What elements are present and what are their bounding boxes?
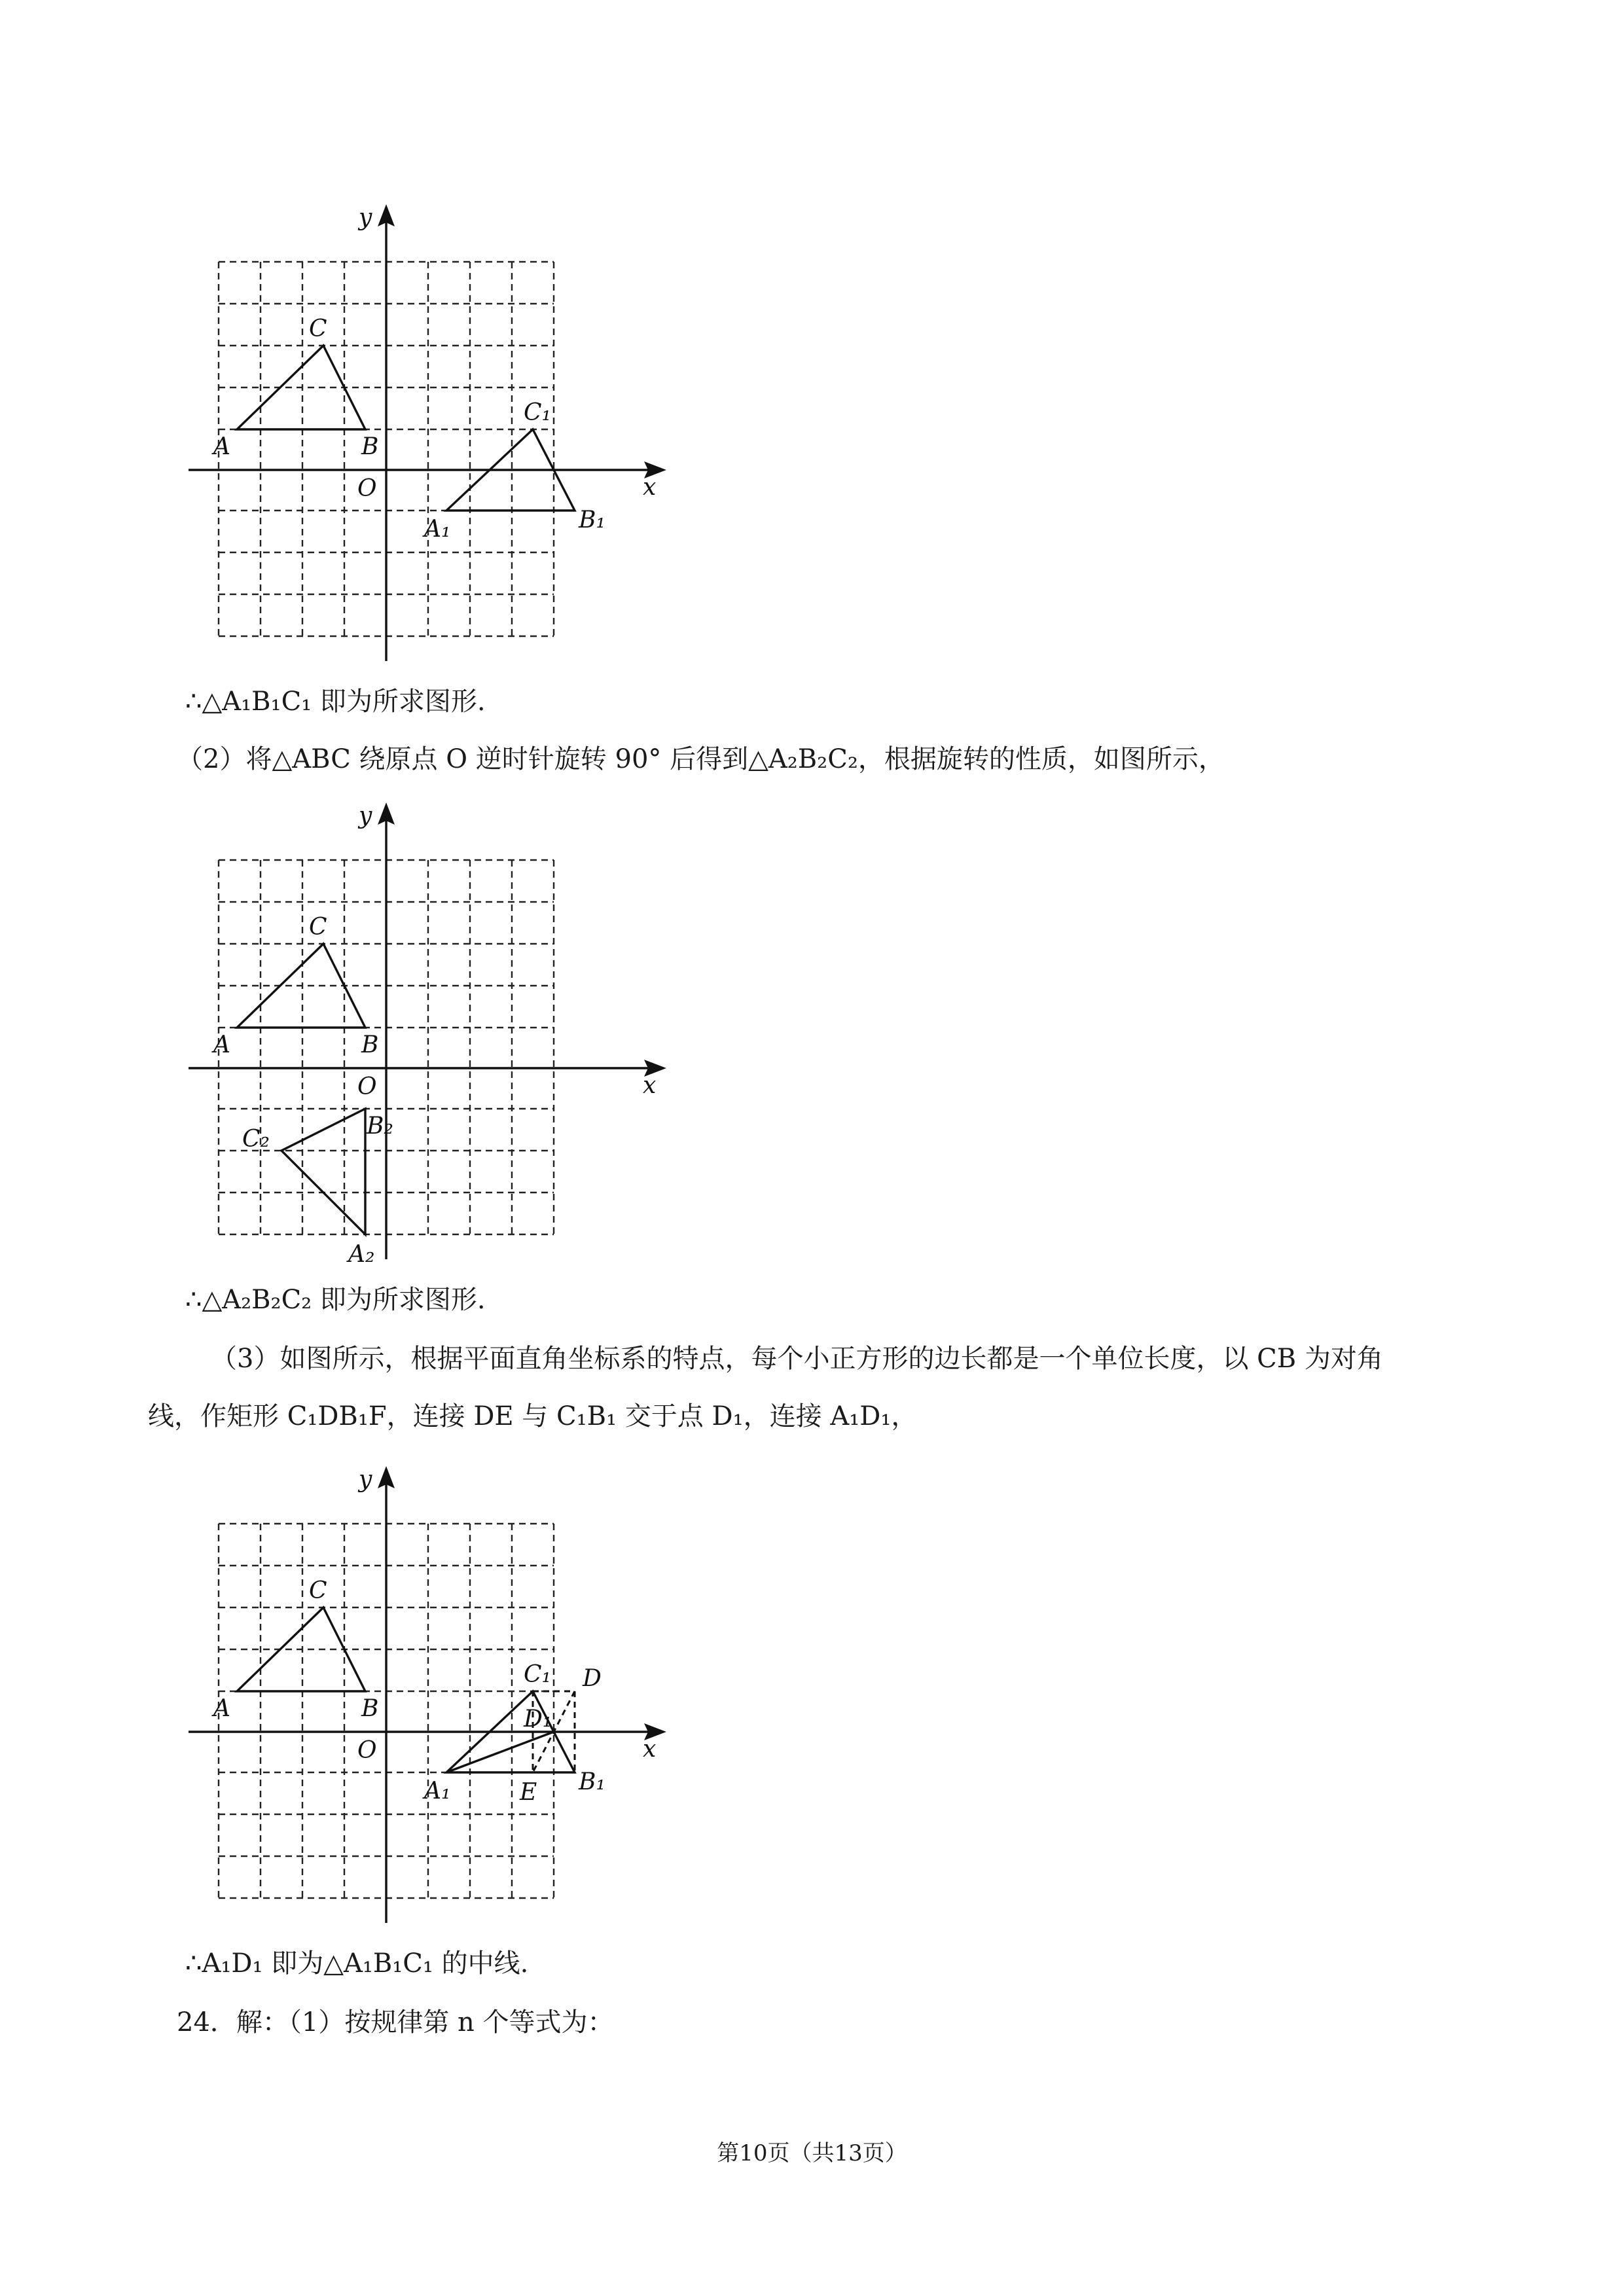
point-c2-label: C₂	[242, 1126, 270, 1153]
origin-label: O	[357, 1073, 377, 1100]
point-b-label: B	[361, 1695, 379, 1722]
x-axis-label: x	[643, 1736, 657, 1763]
origin-label: O	[357, 1737, 377, 1764]
x-axis-label: x	[643, 474, 657, 501]
figure-rotation	[177, 795, 674, 1266]
point-b1-label: B₁	[579, 507, 605, 533]
y-axis-label: y	[359, 204, 372, 231]
part-3-statement-line-1: （3）如图所示，根据平面直角坐标系的特点，每个小正方形的边长都是一个单位长度，以 CB 为对角	[211, 1344, 1383, 1374]
point-c-label: C	[309, 914, 327, 941]
page-footer: 第10页（共13页）	[717, 2140, 907, 2166]
point-a-label: A	[213, 433, 230, 460]
point-a2-label: A₂	[348, 1241, 375, 1266]
x-axis-label: x	[643, 1072, 657, 1099]
point-b-label: B	[361, 1031, 379, 1058]
question-24-heading: 24．解：（1）按规律第 n 个等式为：	[177, 2007, 614, 2037]
part-2-statement: （2）将△ABC 绕原点 O 逆时针旋转 90° 后得到△A₂B₂C₂，根据旋转的性质，如图所示，	[177, 744, 1225, 774]
figure-rotation-svg	[177, 795, 674, 1266]
point-c-label: C	[309, 315, 327, 342]
conclusion-3: ∴A₁D₁ 即为△A₁B₁C₁ 的中线.	[185, 1948, 529, 1979]
point-e-label: E	[520, 1779, 537, 1806]
point-a-label: A	[213, 1695, 230, 1722]
part-3-statement-line-2: 线，作矩形 C₁DB₁F，连接 DE 与 C₁B₁ 交于点 D₁，连接 A₁D₁，	[148, 1401, 918, 1431]
point-c1-label: C₁	[524, 1661, 551, 1688]
point-b1-label: B₁	[579, 1768, 605, 1795]
point-a1-label: A₁	[424, 1778, 451, 1804]
y-axis-label: y	[359, 802, 372, 829]
figure-translation	[177, 196, 674, 668]
point-a1-label: A₁	[424, 516, 451, 543]
point-d1-label: D₁	[524, 1706, 552, 1732]
point-c1-label: C₁	[524, 399, 551, 426]
origin-label: O	[357, 475, 377, 502]
point-c-label: C	[309, 1577, 327, 1604]
point-b-label: B	[361, 433, 379, 460]
point-d-label: D	[583, 1665, 602, 1692]
figure-median	[177, 1458, 674, 1929]
figure-median-svg	[177, 1458, 674, 1929]
figure-translation-svg	[177, 196, 674, 668]
point-b2-label: B₂	[367, 1113, 393, 1139]
conclusion-1: ∴△A₁B₁C₁ 即为所求图形.	[185, 687, 486, 717]
y-axis-label: y	[359, 1466, 372, 1493]
triangle-a2b2c2	[281, 1109, 365, 1234]
point-a-label: A	[213, 1031, 230, 1058]
conclusion-2: ∴△A₂B₂C₂ 即为所求图形.	[185, 1285, 486, 1315]
median-a1d1	[446, 1732, 554, 1772]
